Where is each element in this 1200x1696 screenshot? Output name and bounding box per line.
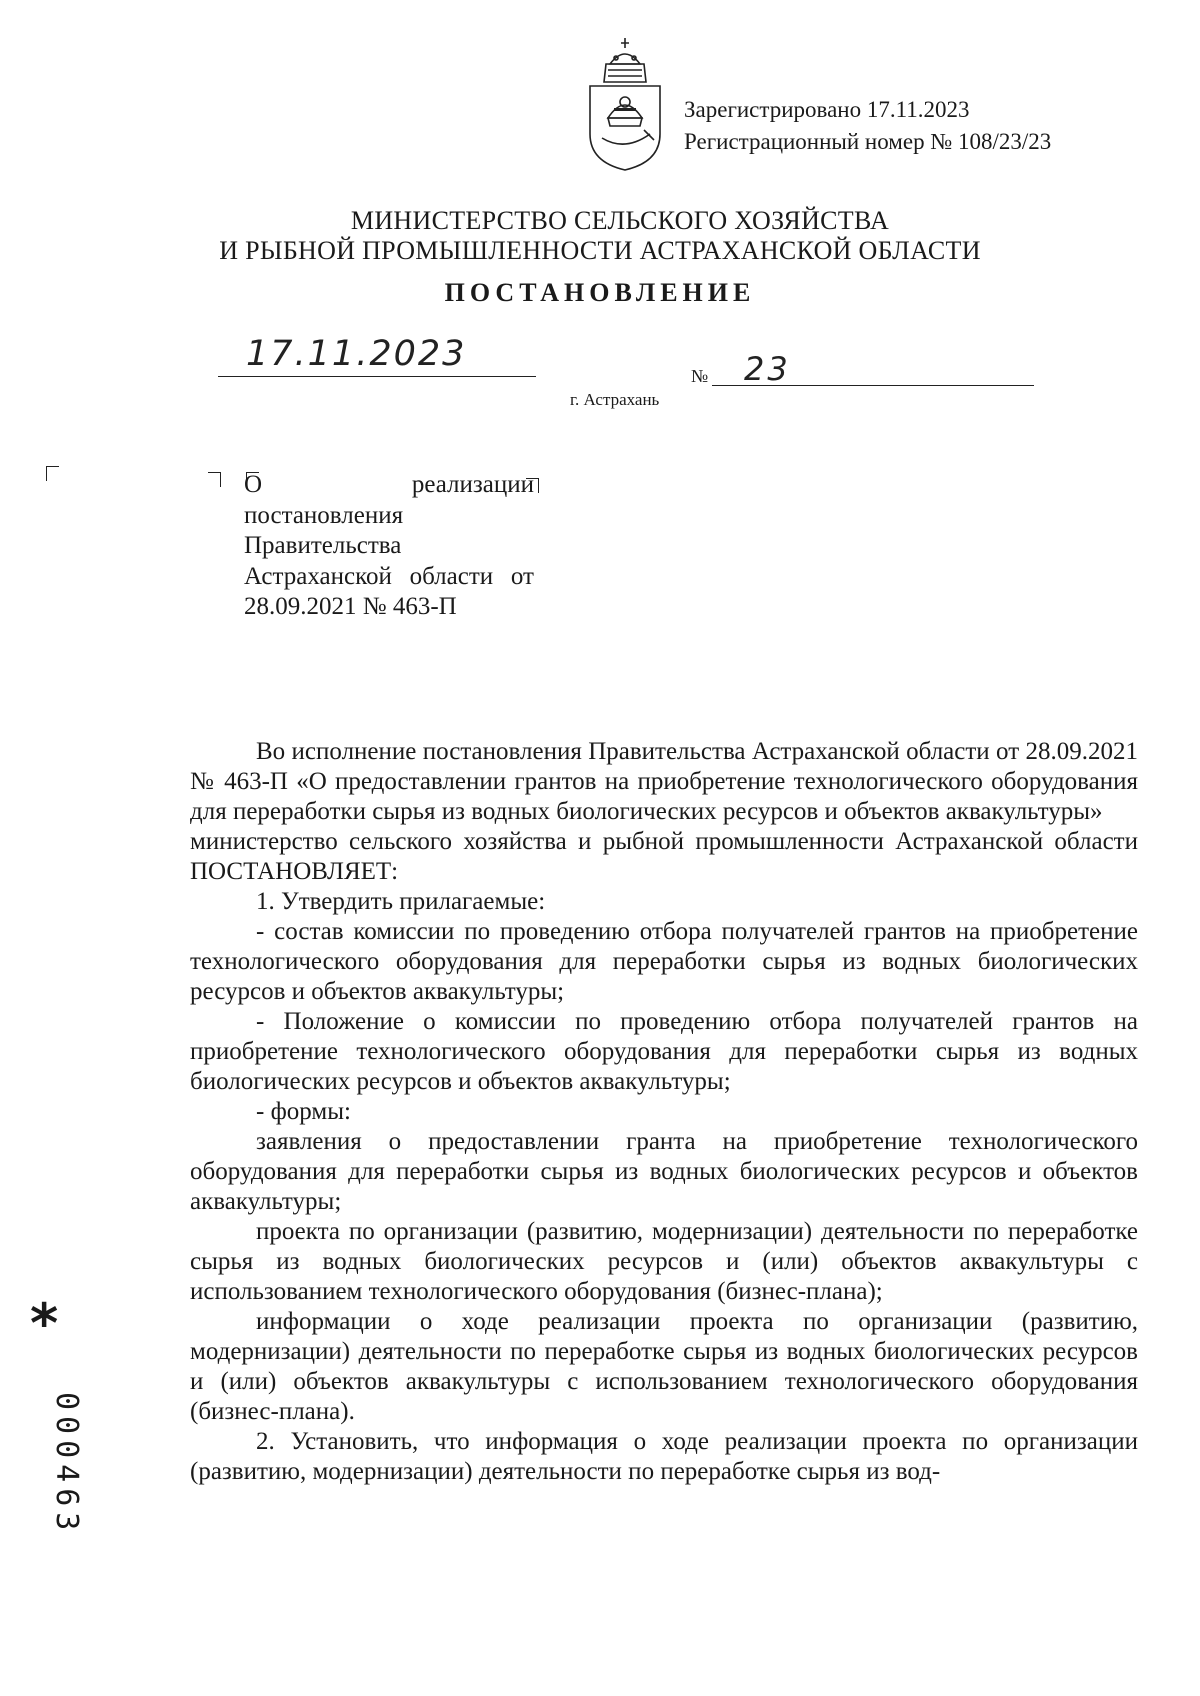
paragraph-item-1: 1. Утвердить прилагаемые:	[256, 888, 546, 915]
ministry-line-1: МИНИСТЕРСТВО СЕЛЬСКОГО ХОЗЯЙСТВА	[350, 206, 890, 235]
registration-stamp	[684, 94, 1051, 158]
paragraph-form-progress-info: информации о ходе реализации проекта по организации (развитию, модернизации) деятельности по переработке сырья из водных биологических ресурсов и (или) объектов аквакультуры с использованием технологического оборудования (бизнес-плана).	[190, 1308, 1138, 1425]
city-label: г. Астрахань	[570, 390, 660, 409]
date-underline	[218, 376, 536, 377]
ministry-line-2: И РЫБНОЙ ПРОМЫШЛЕННОСТИ АСТРАХАНСКОЙ ОБЛАСТИ	[219, 236, 981, 265]
registration-date: Зарегистрировано 17.11.2023	[684, 97, 970, 122]
document-type-title: ПОСТАНОВЛЕНИЕ	[444, 278, 756, 307]
subject-bracket-left	[208, 472, 221, 487]
serial-number-text: 000463	[49, 1392, 84, 1537]
paragraph-preamble: Во исполнение постановления Правительства Астраханской области от 28.09.2021 № 463-П «О предоставлении грантов на приобретение технологического оборудования для переработки сырья из водных биологических ресурсов и объектов аквакультуры»	[190, 738, 1138, 825]
handwritten-date: 17.11.2023	[246, 334, 467, 374]
side-serial-number	[26, 1392, 86, 1537]
registration-number: Регистрационный номер № 108/23/23	[684, 129, 1052, 154]
number-label: №	[691, 366, 709, 386]
number-underline	[712, 385, 1034, 386]
paragraph-resolves: министерство сельского хозяйства и рыбной промышленности Астраханской области ПОСТАНОВЛЯЕТ:	[190, 828, 1138, 885]
ministry-name	[0, 206, 1200, 266]
paragraph-commission-regulation: - Положение о комиссии по проведению отбора получателей грантов на приобретение технологического оборудования для переработки сырья из водных биологических ресурсов и объектов аквакультуры;	[190, 1008, 1138, 1095]
side-star-mark: *	[30, 1292, 59, 1355]
coat-of-arms-emblem	[580, 34, 670, 174]
paragraph-commission-composition: - состав комиссии по проведению отбора получателей грантов на приобретение технологического оборудования для переработки сырья из водных биологических ресурсов и объектов аквакультуры;	[190, 918, 1138, 1005]
paragraph-item-2: 2. Установить, что информация о ходе реализации проекта по организации (развитию, модернизации) деятельности по переработке сырья из вод-	[190, 1428, 1138, 1485]
paragraph-form-application: заявления о предоставлении гранта на приобретение технологического оборудования для переработки сырья из водных биологических ресурсов и объектов аквакультуры;	[190, 1128, 1138, 1215]
paragraph-form-business-plan: проекта по организации (развитию, модернизации) деятельности по переработке сырья из водных биологических ресурсов и (или) объектов аквакультуры с использованием технологического оборудования (бизнес-плана);	[190, 1218, 1138, 1305]
document-body	[190, 737, 1138, 1487]
document-subject: О реализации постановления Правительства Астраханской области от 28.09.2021 № 463-П	[244, 471, 534, 620]
margin-corner-mark	[46, 466, 59, 481]
paragraph-forms: - формы:	[256, 1098, 351, 1125]
handwritten-number: 23	[744, 350, 791, 388]
